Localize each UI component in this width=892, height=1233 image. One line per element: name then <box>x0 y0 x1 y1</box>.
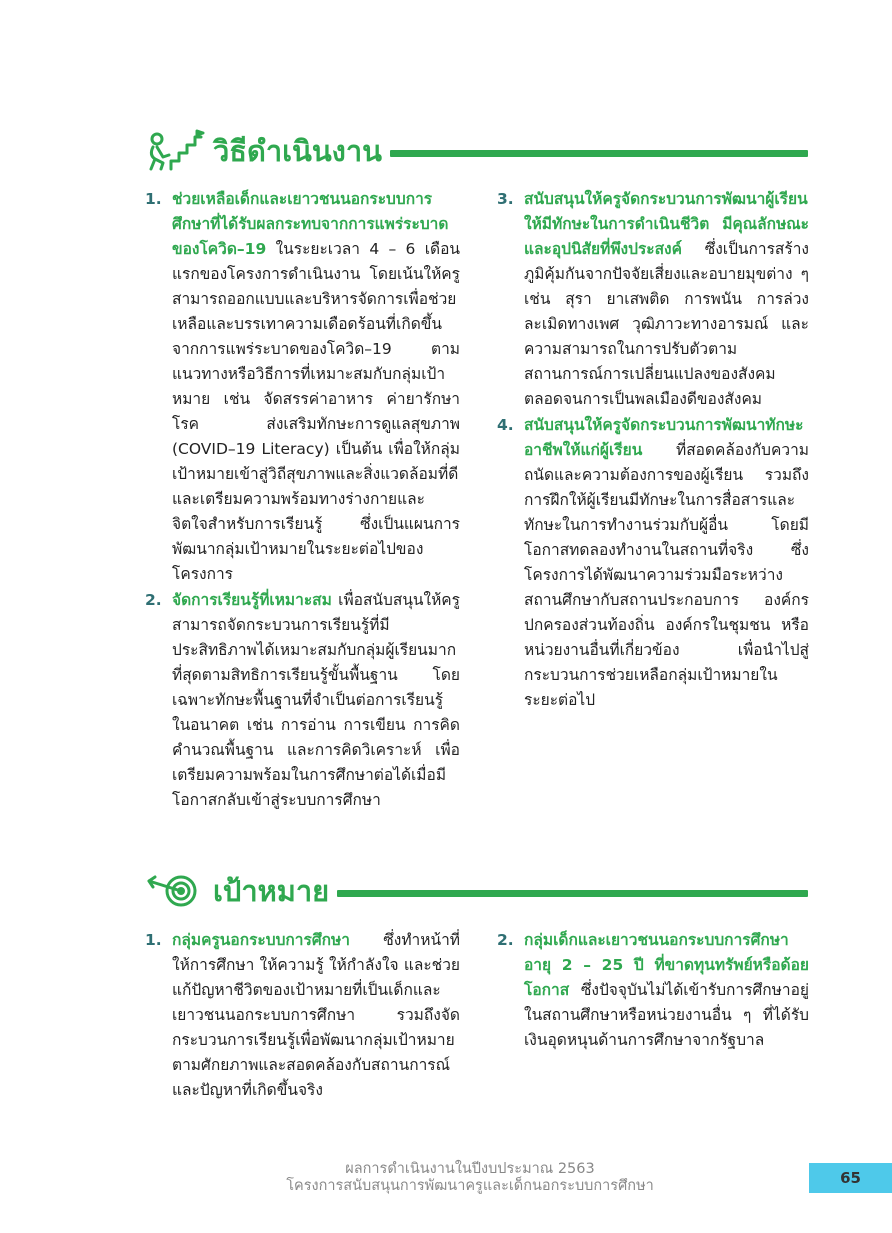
item-body: ซึ่งปัจจุบันไม่ได้เข้ารับการศึกษาอยู่ในสถานศึกษาหรือหน่วยงานอื่น ๆ ที่ได้รับเงินอุดหนุนด้านการศึกษาจากรัฐบาล <box>524 981 809 1049</box>
methods-column-right <box>497 187 809 714</box>
item-number: 2. <box>145 591 162 609</box>
list-item <box>497 413 809 713</box>
footer-line-2: โครงการสนับสนุนการพัฒนาครูและเด็กนอกระบบการศึกษา <box>286 1178 654 1194</box>
item-body: ในระยะเวลา 4 – 6 เดือนแรกของโครงการดำเนินงาน โดยเน้นให้ครูสามารถออกแบบและบริหารจัดการเพื่อช่วยเหลือและบรรเทาความเดือดร้อนที่เกิดขึ้นจากการแพร่ระบาดของโควิด–19 ตามแนวทางหรือวิธีการที่เหมาะสมกับกลุ่มเป้าหมาย เช่น จัดสรรค่าอาหาร ค่ายารักษาโรค ส่งเสริมทักษะการดูแลสุขภาพ (COVID–19 Literacy) เป็นต้น เพื่อให้กลุ่มเป้าหมายเข้าสู่วิถีสุขภาพและสิ่งแวดล้อมที่ดี และเตรียมความพร้อมทางร่างกายและจิตใจสำหรับการเรียนรู้ ซึ่งเป็นแผนการพัฒนากลุ่มเป้าหมายในระยะต่อไปของโครงการ <box>172 240 460 583</box>
targets-column-left <box>145 928 460 1104</box>
methods-title: วิธีดำเนินงาน <box>213 134 382 168</box>
item-heading: สนับสนุนให้ครูจัดกระบวนการพัฒนาทักษะอาชีพให้แก่ผู้เรียน <box>524 416 804 459</box>
page-number: 65 <box>809 1163 892 1193</box>
section-divider <box>337 890 808 897</box>
item-body: ซึ่งเป็นการสร้างภูมิคุ้มกันจากปัจจัยเสี่ยงและอบายมุขต่าง ๆ เช่น สุรา ยาเสพติด การพนัน การล่วงละเมิดทางเพศ วุฒิภาวะทางอารมณ์ และความสามารถในการปรับตัวตามสถานการณ์การเปลี่ยนแปลงของสังคม ตลอดจนการเป็นพลเมืองดีของสังคม <box>524 240 809 408</box>
item-number: 1. <box>145 190 162 208</box>
stairs-climber-icon <box>145 129 207 173</box>
item-heading: ช่วยเหลือเด็กและเยาวชนนอกระบบการศึกษาที่ได้รับผลกระทบจากการแพร่ระบาดของโควิด–19 <box>172 190 449 258</box>
page-footer <box>200 1161 740 1195</box>
item-heading: จัดการเรียนรู้ที่เหมาะสม <box>172 591 332 609</box>
item-body: ซึ่งทำหน้าที่ให้การศึกษา ให้ความรู้ ให้กำลังใจ และช่วยแก้ปัญหาชีวิตของเป้าหมายที่เป็นเด็กและเยาวชนนอกระบบการศึกษา รวมถึงจัดกระบวนการเรียนรู้เพื่อพัฒนากลุ่มเป้าหมายตามศักยภาพและสอดคล้องกับสถานการณ์และปัญหาที่เกิดขึ้นจริง <box>172 931 460 1099</box>
item-body: เพื่อสนับสนุนให้ครูสามารถจัดกระบวนการเรียนรู้ที่มีประสิทธิภาพได้เหมาะสมกับกลุ่มผู้เรียนมากที่สุดตามสิทธิการเรียนรู้ขั้นพื้นฐาน โดยเฉพาะทักษะพื้นฐานที่จำเป็นต่อการเรียนรู้ในอนาคต เช่น การอ่าน การเขียน การคิดคำนวณพื้นฐาน และการคิดวิเคราะห์ เพื่อเตรียมความพร้อมในการศึกษาต่อได้เมื่อมีโอกาสกลับเข้าสู่ระบบการศึกษา <box>172 591 460 809</box>
list-item <box>145 588 460 813</box>
item-heading: กลุ่มเด็กและเยาวชนนอกระบบการศึกษาอายุ 2 – 25 ปี ที่ขาดทุนทรัพย์หรือด้อยโอกาส <box>524 931 809 999</box>
targets-title: เป้าหมาย <box>213 874 330 908</box>
footer-line-1: ผลการดำเนินงานในปีงบประมาณ 2563 <box>345 1161 595 1177</box>
section-divider <box>390 150 808 157</box>
targets-header <box>145 868 808 914</box>
item-heading: กลุ่มครูนอกระบบการศึกษา <box>172 931 350 949</box>
methods-column-left <box>145 187 460 814</box>
item-heading: สนับสนุนให้ครูจัดกระบวนการพัฒนาผู้เรียนให้มีทักษะในการดำเนินชีวิต มีคุณลักษณะและอุปนิสัยที่พึงประสงค์ <box>524 190 809 258</box>
item-number: 1. <box>145 931 162 949</box>
item-number: 4. <box>497 416 514 434</box>
list-item <box>497 187 809 412</box>
list-item <box>145 187 460 587</box>
targets-column-right <box>497 928 809 1054</box>
list-item <box>497 928 809 1053</box>
item-number: 2. <box>497 931 514 949</box>
methods-header <box>145 128 808 174</box>
list-item <box>145 928 460 1103</box>
item-number: 3. <box>497 190 514 208</box>
target-arrow-icon <box>145 869 207 913</box>
item-body: ที่สอดคล้องกับความถนัดและความต้องการของผู้เรียน รวมถึงการฝึกให้ผู้เรียนมีทักษะในการสื่อสารและทักษะในการทำงานร่วมกับผู้อื่น โดยมีโอกาสทดลองทำงานในสถานที่จริง ซึ่งโครงการได้พัฒนาความร่วมมือระหว่างสถานศึกษากับสถานประกอบการ องค์กรปกครองส่วนท้องถิ่น องค์กรในชุมชน หรือหน่วยงานอื่นที่เกี่ยวข้อง เพื่อนำไปสู่กระบวนการช่วยเหลือกลุ่มเป้าหมายในระยะต่อไป <box>524 441 809 709</box>
